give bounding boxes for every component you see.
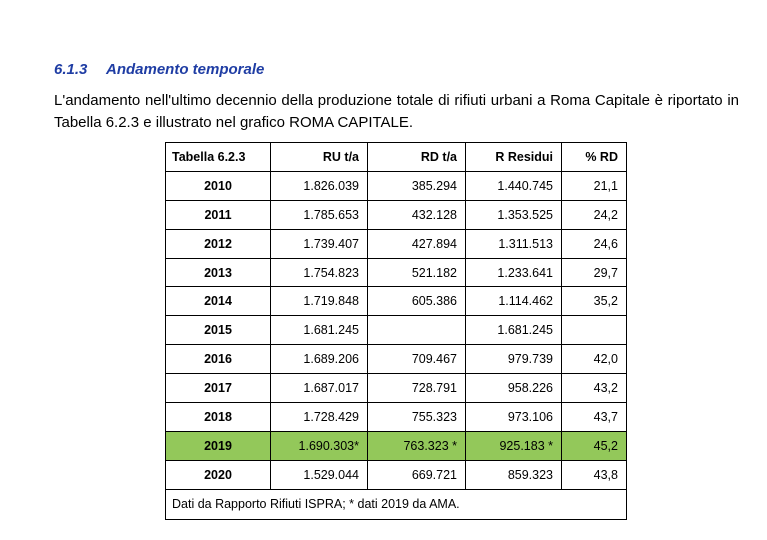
waste-production-table [165, 142, 627, 520]
section-heading [54, 61, 264, 78]
cell-year: 2017 [166, 374, 271, 403]
table-row [166, 200, 627, 229]
cell-year: 2020 [166, 460, 271, 489]
cell-rd: 427.894 [368, 229, 466, 258]
cell-percent-rd: 43,2 [562, 374, 627, 403]
cell-ru: 1.690.303* [271, 431, 368, 460]
cell-residui: 958.226 [466, 374, 562, 403]
cell-percent-rd: 24,2 [562, 200, 627, 229]
cell-percent-rd: 45,2 [562, 431, 627, 460]
cell-percent-rd: 29,7 [562, 258, 627, 287]
cell-year: 2015 [166, 316, 271, 345]
cell-residui: 973.106 [466, 403, 562, 432]
table-footnote-row [166, 489, 627, 519]
table-row [166, 403, 627, 432]
cell-rd: 755.323 [368, 403, 466, 432]
table-row [166, 316, 627, 345]
column-header-ru: RU t/a [271, 143, 368, 172]
cell-ru: 1.719.848 [271, 287, 368, 316]
table-row [166, 374, 627, 403]
table-row [166, 287, 627, 316]
table-header-caption: Tabella 6.2.3 [166, 143, 271, 172]
cell-year: 2011 [166, 200, 271, 229]
cell-ru: 1.689.206 [271, 345, 368, 374]
cell-ru: 1.785.653 [271, 200, 368, 229]
cell-year: 2019 [166, 431, 271, 460]
column-header-percent-rd: % RD [562, 143, 627, 172]
table-row [166, 460, 627, 489]
table-row [166, 258, 627, 287]
cell-year: 2018 [166, 403, 271, 432]
table-row [166, 229, 627, 258]
cell-percent-rd: 43,8 [562, 460, 627, 489]
cell-rd: 709.467 [368, 345, 466, 374]
cell-residui: 1.681.245 [466, 316, 562, 345]
cell-rd: 432.128 [368, 200, 466, 229]
cell-year: 2013 [166, 258, 271, 287]
cell-year: 2012 [166, 229, 271, 258]
cell-year: 2010 [166, 171, 271, 200]
cell-residui: 1.353.525 [466, 200, 562, 229]
cell-year: 2016 [166, 345, 271, 374]
cell-rd: 728.791 [368, 374, 466, 403]
cell-residui: 979.739 [466, 345, 562, 374]
cell-residui: 1.233.641 [466, 258, 562, 287]
cell-rd: 763.323 * [368, 431, 466, 460]
cell-residui: 859.323 [466, 460, 562, 489]
cell-ru: 1.728.429 [271, 403, 368, 432]
cell-percent-rd: 43,7 [562, 403, 627, 432]
intro-paragraph: L'andamento nell'ultimo decennio della produzione totale di rifiuti urbani a Roma Capitale è riportato in Tabella 6.2.3 e illustrato nel grafico ROMA CAPITALE. [54, 92, 739, 131]
cell-percent-rd: 35,2 [562, 287, 627, 316]
cell-rd: 669.721 [368, 460, 466, 489]
cell-residui: 1.114.462 [466, 287, 562, 316]
cell-percent-rd: 24,6 [562, 229, 627, 258]
cell-rd: 385.294 [368, 171, 466, 200]
cell-ru: 1.754.823 [271, 258, 368, 287]
table-footnote: Dati da Rapporto Rifiuti ISPRA; * dati 2019 da AMA. [166, 489, 627, 519]
column-header-residui: R Residui [466, 143, 562, 172]
section-number: 6.1.3 [54, 61, 88, 78]
cell-ru: 1.826.039 [271, 171, 368, 200]
cell-residui: 1.311.513 [466, 229, 562, 258]
cell-ru: 1.739.407 [271, 229, 368, 258]
table-row [166, 171, 627, 200]
cell-year: 2014 [166, 287, 271, 316]
column-header-rd: RD t/a [368, 143, 466, 172]
table-header-row [166, 143, 627, 172]
cell-ru: 1.529.044 [271, 460, 368, 489]
cell-rd: 521.182 [368, 258, 466, 287]
cell-rd: 605.386 [368, 287, 466, 316]
section-title: Andamento temporale [106, 61, 265, 78]
cell-rd [368, 316, 466, 345]
cell-percent-rd: 42,0 [562, 345, 627, 374]
table-row [166, 345, 627, 374]
cell-percent-rd [562, 316, 627, 345]
table-row [166, 431, 627, 460]
cell-ru: 1.687.017 [271, 374, 368, 403]
table-body [166, 171, 627, 489]
cell-residui: 1.440.745 [466, 171, 562, 200]
cell-percent-rd: 21,1 [562, 171, 627, 200]
cell-ru: 1.681.245 [271, 316, 368, 345]
cell-residui: 925.183 * [466, 431, 562, 460]
